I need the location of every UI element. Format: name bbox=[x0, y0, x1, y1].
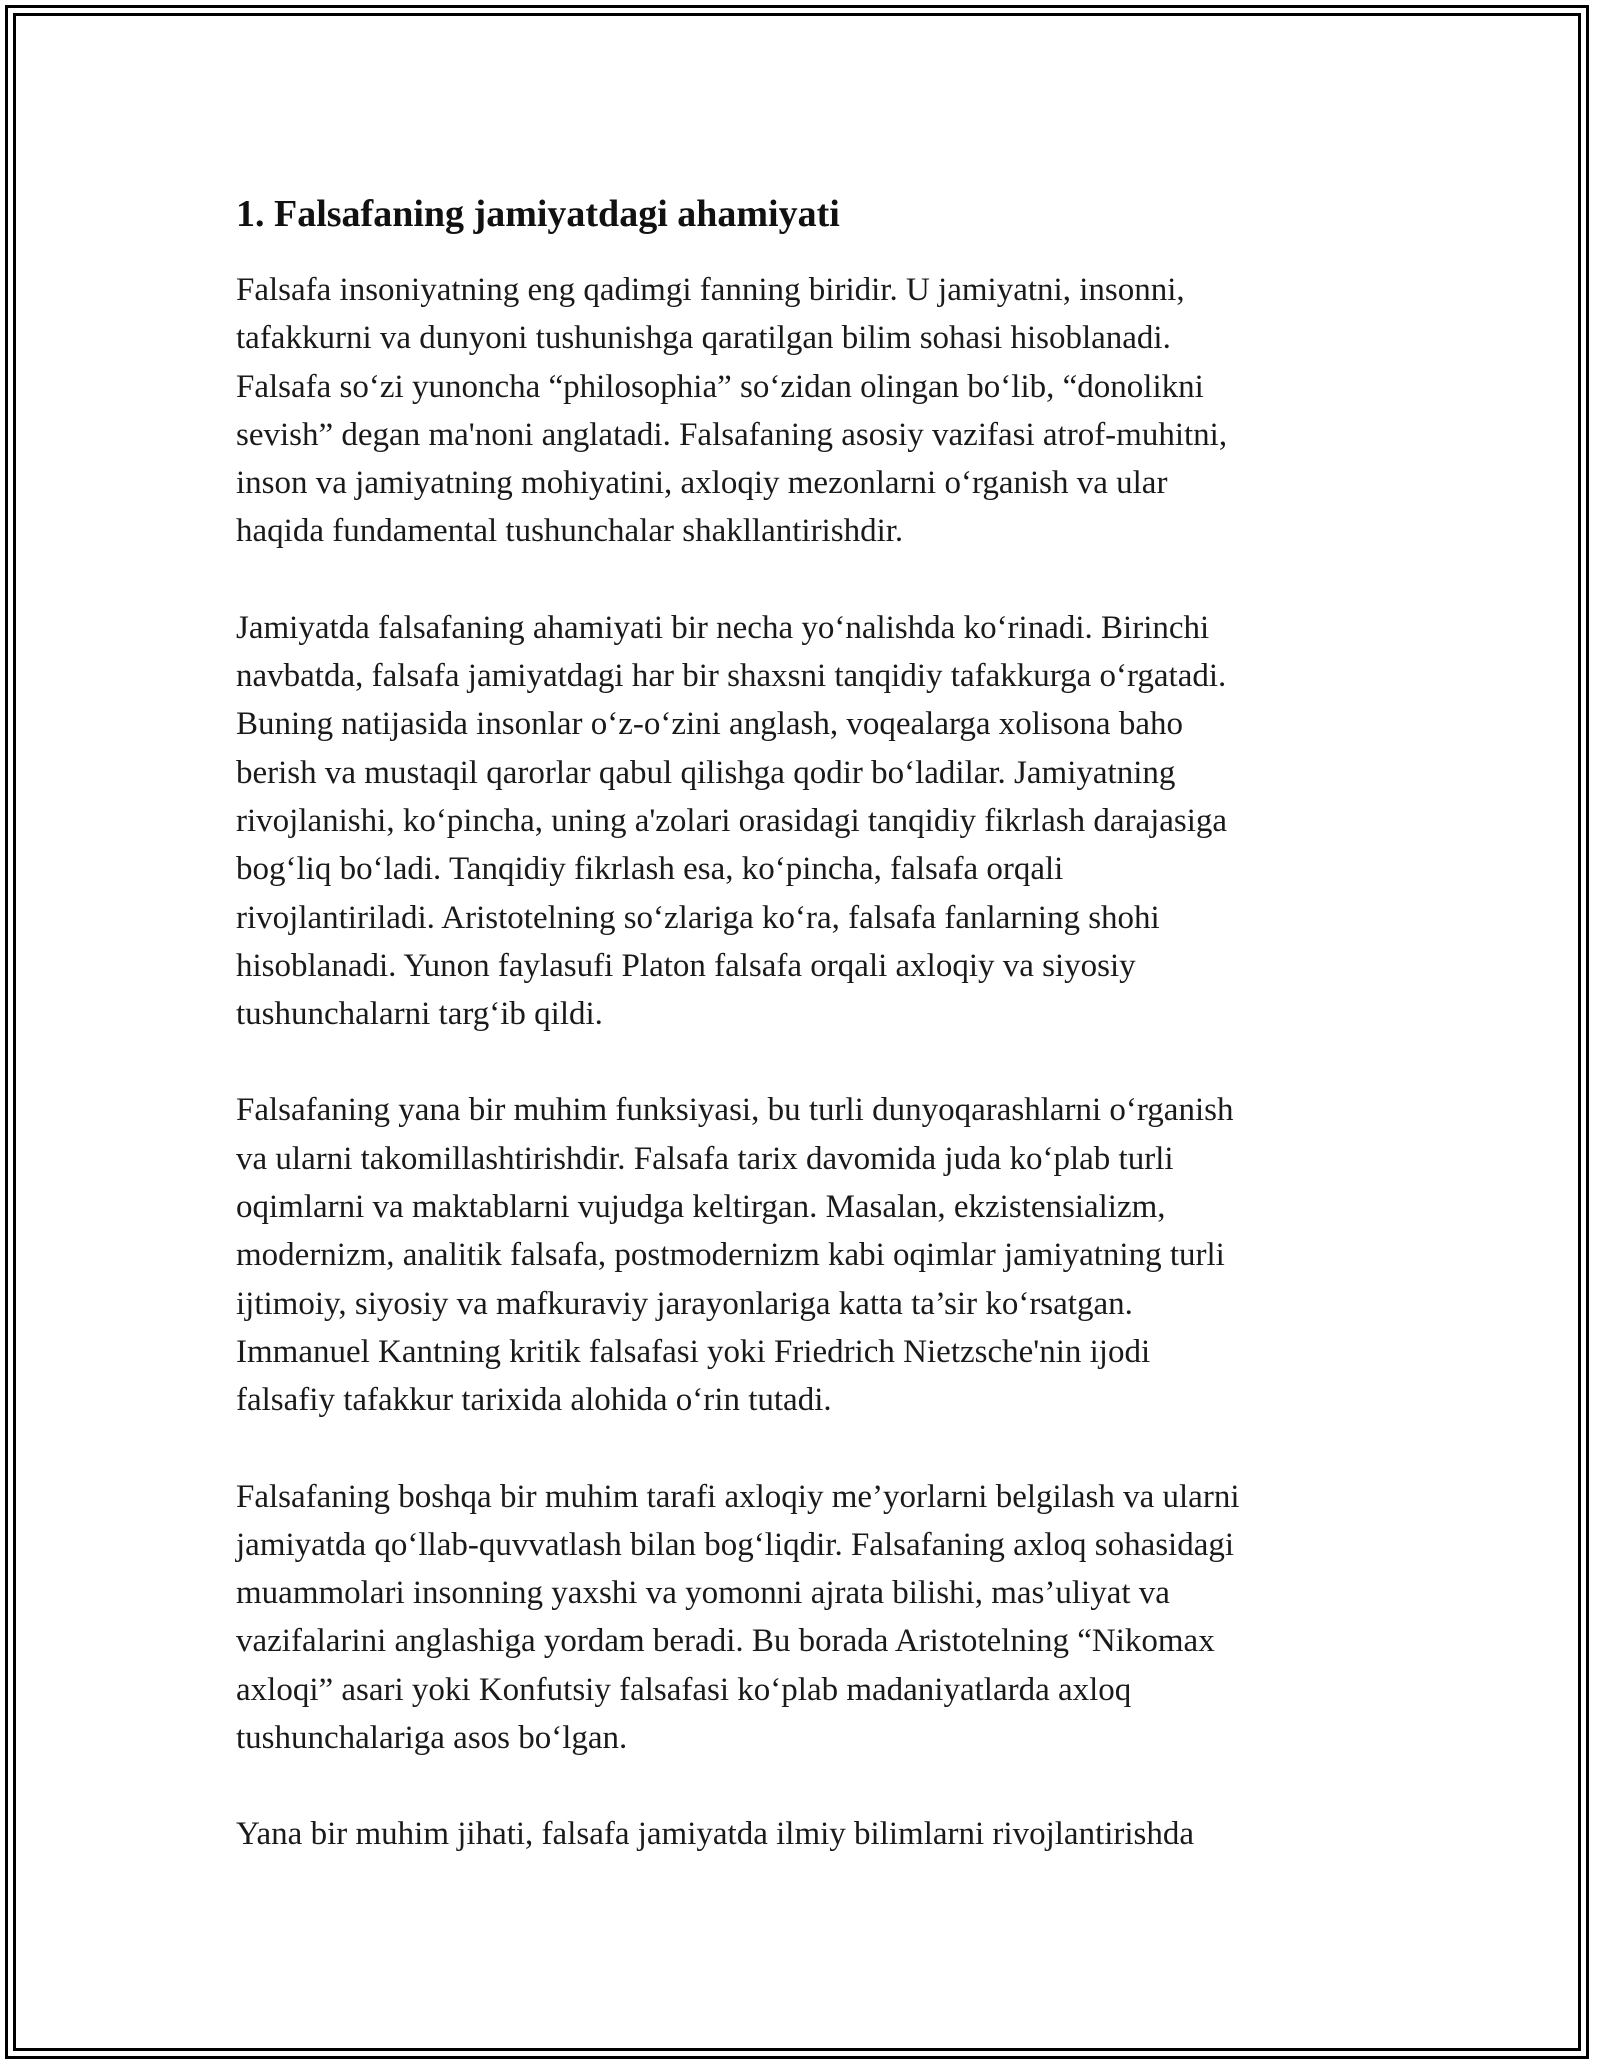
text-line: tushunchalariga asos bo‘lgan. bbox=[236, 1720, 628, 1757]
text-line: berish va mustaqil qarorlar qabul qilishga qodir bo‘ladilar. Jamiyatning bbox=[236, 754, 1176, 791]
text-line: rivojlanishi, ko‘pincha, uning a'zolari orasidagi tanqidiy fikrlash darajasiga bbox=[236, 802, 1228, 839]
text-line: Falsafaning yana bir muhim funksiyasi, bu turli dunyoqarashlarni o‘rganish bbox=[236, 1092, 1234, 1129]
text-line: muammolari insonning yaxshi va yomonni ajrata bilishi, mas’uliyat va bbox=[236, 1575, 1170, 1612]
text-line: hisoblanadi. Yunon faylasufi Platon falsafa orqali axloqiy va siyosiy bbox=[236, 947, 1136, 984]
text-line: axloqi” asari yoki Konfutsiy falsafasi ko‘plab madaniyatlarda axloq bbox=[236, 1671, 1132, 1708]
text-line: tafakkurni va dunyoni tushunishga qaratilgan bilim sohasi hisoblanadi. bbox=[236, 320, 1171, 357]
text-line: bog‘liq bo‘ladi. Tanqidiy fikrlash esa, ko‘pincha, falsafa orqali bbox=[236, 851, 1064, 888]
text-line: Buning natijasida insonlar o‘z-o‘zini anglash, voqealarga xolisona baho bbox=[236, 706, 1183, 743]
section-heading: 1. Falsafaning jamiyatdagi ahamiyati bbox=[236, 193, 840, 235]
text-line: oqimlarni va maktablarni vujudga keltirgan. Masalan, ekzistensializm, bbox=[236, 1189, 1166, 1226]
paragraph-3 bbox=[236, 1086, 1376, 1424]
text-line: Jamiyatda falsafaning ahamiyati bir necha yo‘nalishda ko‘rinadi. Birinchi bbox=[236, 609, 1210, 646]
text-line: haqida fundamental tushunchalar shakllantirishdir. bbox=[236, 513, 904, 550]
paragraph-5 bbox=[236, 1810, 1376, 1858]
text-line: sevish” degan ma'noni anglatadi. Falsafaning asosiy vazifasi atrof-muhitni, bbox=[236, 416, 1228, 453]
text-line: vazifalarini anglashiga yordam beradi. Bu borada Aristotelning “Nikomax bbox=[236, 1623, 1215, 1660]
text-line: Falsafa insoniyatning eng qadimgi fanning biridir. U jamiyatni, insonni, bbox=[236, 272, 1185, 308]
text-line: jamiyatda qo‘llab-quvvatlash bilan bog‘liqdir. Falsafaning axloq sohasidagi bbox=[236, 1526, 1235, 1563]
text-line: rivojlantiriladi. Aristotelning so‘zlariga ko‘ra, falsafa fanlarning shohi bbox=[236, 899, 1160, 936]
text-line: Falsafaning boshqa bir muhim tarafi axloqiy me’yorlarni belgilash va ularni bbox=[236, 1478, 1240, 1515]
text-line: inson va jamiyatning mohiyatini, axloqiy mezonlarni o‘rganish va ular bbox=[236, 465, 1168, 502]
text-line: modernizm, analitik falsafa, postmodernizm kabi oqimlar jamiyatning turli bbox=[236, 1237, 1225, 1274]
text-line: Yana bir muhim jihati, falsafa jamiyatda ilmiy bilimlarni rivojlantirishda bbox=[236, 1816, 1195, 1853]
text-line: Falsafa so‘zi yunoncha “philosophia” so‘zidan olingan bo‘lib, “donolikni bbox=[236, 368, 1204, 405]
text-line: Immanuel Kantning kritik falsafasi yoki Friedrich Nietzsche'nin ijodi bbox=[236, 1333, 1151, 1370]
paragraph-4 bbox=[236, 1473, 1376, 1763]
text-line: ijtimoiy, siyosiy va mafkuraviy jarayonlariga katta ta’sir ko‘rsatgan. bbox=[236, 1285, 1133, 1322]
paragraph-1 bbox=[236, 266, 1376, 556]
text-line: falsafiy tafakkur tarixida alohida o‘rin tutadi. bbox=[236, 1382, 832, 1419]
paragraph-2 bbox=[236, 604, 1376, 1039]
text-line: tushunchalarni targ‘ib qildi. bbox=[236, 996, 603, 1033]
text-line: va ularni takomillashtirishdir. Falsafa tarix davomida juda ko‘plab turli bbox=[236, 1140, 1174, 1177]
document-body bbox=[236, 186, 1376, 1907]
text-line: navbatda, falsafa jamiyatdagi har bir shaxsni tanqidiy tafakkurga o‘rgatadi. bbox=[236, 658, 1227, 695]
